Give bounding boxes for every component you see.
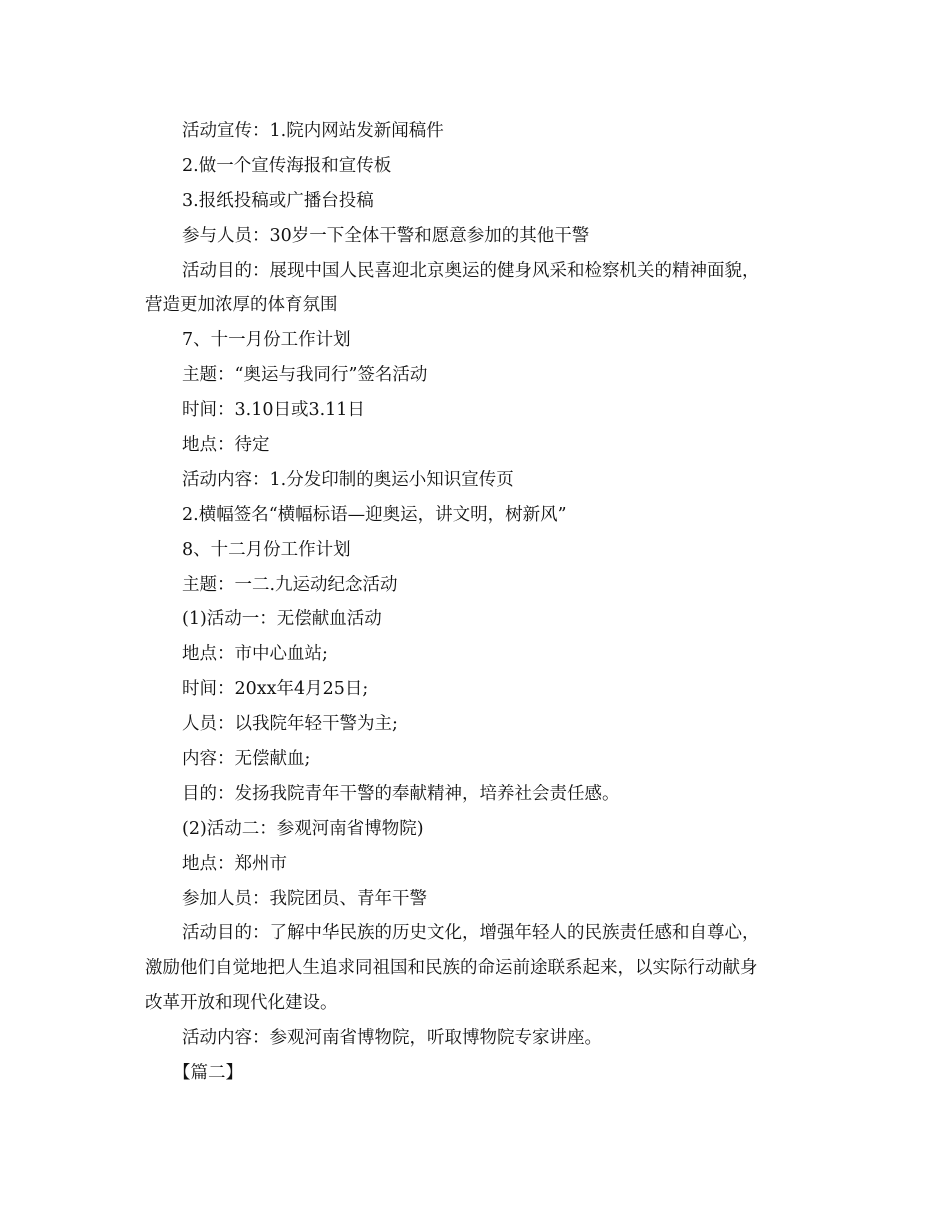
paragraph-activity-one: (1)活动一：无偿献血活动 — [182, 609, 382, 630]
paragraph-content-november: 活动内容：1.分发印制的奥运小知识宣传页 — [182, 469, 514, 490]
paragraph-theme-december: 主题：一二.九运动纪念活动 — [182, 574, 398, 595]
paragraph-theme-november: 主题：“奥运与我同行”签名活动 — [182, 365, 428, 386]
section-heading-november: 7、十一月份工作计划 — [182, 330, 351, 351]
paragraph-location-november: 地点：待定 — [182, 435, 270, 456]
paragraph-time-november: 时间：3.10日或3.11日 — [182, 400, 365, 421]
paragraph-activity-two-purpose-line-1: 活动目的：了解中华民族的历史文化，增强年轻人的民族责任感和自尊心， — [182, 923, 760, 944]
section-heading-part-two: 【篇二】 — [173, 1063, 243, 1084]
paragraph-activity-two-content: 活动内容：参观河南省博物院，听取博物院专家讲座。 — [182, 1028, 602, 1049]
paragraph-activity-one-location: 地点：市中心血站; — [182, 644, 328, 665]
paragraph-activity-one-purpose: 目的：发扬我院青年干警的奉献精神，培养社会责任感。 — [182, 783, 620, 804]
section-heading-december: 8、十二月份工作计划 — [182, 539, 351, 560]
paragraph-publicity-item-3: 3.报纸投稿或广播台投稿 — [182, 190, 374, 211]
paragraph-activity-two-location: 地点：郑州市 — [182, 853, 287, 874]
paragraph-publicity: 活动宣传：1.院内网站发新闻稿件 — [182, 121, 444, 141]
paragraph-activity-two-people: 参加人员：我院团员、青年干警 — [182, 888, 427, 909]
paragraph-publicity-item-2: 2.做一个宣传海报和宣传板 — [182, 155, 392, 176]
document-body — [145, 114, 807, 1091]
paragraph-purpose-line-1: 活动目的：展现中国人民喜迎北京奥运的健身风采和检察机关的精神面貌， — [182, 260, 760, 281]
paragraph-activity-two-purpose-line-2: 激励他们自觉地把人生追求同祖国和民族的命运前途联系起来，以实际行动献身 — [145, 958, 758, 979]
paragraph-activity-two: (2)活动二：参观河南省博物院) — [182, 818, 424, 839]
paragraph-activity-two-purpose-line-3: 改革开放和现代化建设。 — [145, 993, 338, 1014]
paragraph-participants: 参与人员：30岁一下全体干警和愿意参加的其他干警 — [182, 225, 590, 246]
paragraph-purpose-line-2: 营造更加浓厚的体育氛围 — [145, 295, 338, 316]
paragraph-activity-one-time: 时间：20xx年4月25日; — [182, 679, 369, 700]
paragraph-content-november-item-2: 2.横幅签名“横幅标语—迎奥运，讲文明，树新风” — [182, 504, 567, 525]
paragraph-activity-one-content: 内容：无偿献血; — [182, 749, 311, 770]
paragraph-activity-one-people: 人员：以我院年轻干警为主; — [182, 714, 398, 735]
